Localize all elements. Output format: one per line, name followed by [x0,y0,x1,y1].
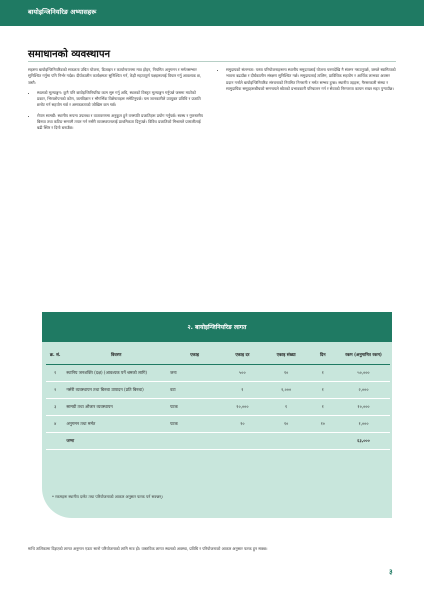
column-header: रकम (अनुमानित रकम) [337,346,390,365]
table-cell: १० [221,416,264,433]
column-header: एकाइ संख्या [264,346,309,365]
intro-paragraph: सहरमा बायोइन्जिनियरिङको सफलता उचित योजना, डिजाइन र कार्यान्वयनमा मात्र होइन, नियमित अनुगमन र मर्मतसम्भार सुनिश्चित गर्नुमा पनि निर्भर गर्दछ। दीर्घकालीन कार्यक्षमता सुनिश्चित गर्न, केही महत्वपूर्ण पक्षहरूलाई विचार गर्नु आवश्यक छ, जस्तै: [28,67,202,85]
total-value: ६३,००० [337,433,390,450]
table-cell [309,433,337,450]
table-cell: पटक [168,399,221,416]
table-cell [221,433,264,450]
right-column [218,67,396,96]
header-bar [0,0,424,26]
table-cell: ५०० [221,365,264,382]
section-title: समाधानको व्यवस्थापन [28,49,111,60]
table-cell: २,००० [264,382,309,399]
table-cell [168,433,221,450]
table-cell: सामग्री तथा औजार व्यवस्थापन [64,399,168,416]
table-cell: १० [264,365,309,382]
table-cell: १ [264,399,309,416]
cost-table-title: २. बायोइन्जिनियरिङ लागत [187,324,247,331]
table-cell [264,433,309,450]
section-divider [28,61,396,62]
header-label: बायोइन्जिनियरिङ अभ्यासहरू [28,8,97,16]
table-header-row [46,346,390,365]
table-cell: १०,००० [221,399,264,416]
table-cell: पटक [168,416,221,433]
column-header: एकाइ [168,346,221,365]
table-cell: १ [309,382,337,399]
table-row [46,382,390,399]
table-cell: स्थानिय जनशक्ति (दक्ष) (आवश्यक पर्ने श्रमको लागि) [64,365,168,382]
table-cell: १ [221,382,264,399]
cost-table [46,346,390,450]
table-cell: वटा [168,382,221,399]
page-number: ३ [389,568,393,576]
table-cell: १० [309,416,337,433]
table-row [46,416,390,433]
list-item: • रोपण सामग्री: स्थानीय रूपमा उपलब्ध र वातावरणमा अनुकूल हुने वनस्पति प्रजातिहरू प्रयोग गर्नुपर्छ। स्वस्थ र गुणस्तरीय बिरुवा तथा कटिङ समयमै तयार गर्न नर्सरी व्यवस्थापनलाई प्राथमिकता दिनुपर्छ। विविध प्रजातिको मिश्रणले प्रणालीलाई बढी स्थिर र दिगो बनाउँछ। [37,113,206,132]
table-cell: १ [309,399,337,416]
table-cell: १ [309,365,337,382]
total-label: जम्मा [64,433,168,450]
left-bullet-list [28,90,206,132]
table-cell: १ [46,365,64,382]
table-row [46,365,390,382]
bottom-note: माथि तालिकामा दिइएको लागत अनुमान एउटा सानो परियोजनाको लागि मात्र हो। वास्तविक लागत स्थलको अवस्था, प्रविधि र परियोजनाको आकार अनुसार फरक हुन सक्छ। [28,546,268,551]
table-cell: १,००० [337,416,390,433]
column-header: विवरण [64,346,168,365]
list-item: • स्थलको मूल्याङ्कन: कुनै पनि बायोइन्जिनियरिङ काम सुरु गर्नु अघि, स्थलको विस्तृत मूल्याङ्कन गर्नुपर्छ जसमा माटोको प्रकार, भिरालोपनको कोण, जलविज्ञान र भौगर्भिक विशेषताहरू समेटिनुपर्छ। यस जानकारीले उपयुक्त प्रविधि र प्रजाति छनोट गर्न सहयोग गर्छ र असफलताको जोखिम कम गर्छ। [37,90,206,109]
table-cell [46,433,64,450]
table-cell: १०,००० [337,399,390,416]
table-cell: ३ [46,399,64,416]
table-cell: १० [264,416,309,433]
table-row [46,399,390,416]
table-cell: नर्सरी व्यवस्थापन तथा बिरुवा उत्पादन (प्रति बिरुवा) [64,382,168,399]
table-cell: ५०,००० [337,365,390,382]
column-header: क्र. सं. [46,346,64,365]
right-bullet-list [218,67,396,92]
table-cell: जना [168,365,221,382]
table-footnote: * रकमहरू स्थानीय दररेट तथा परियोजनाको आकार अनुसार फरक पर्न सक्छन्। [52,494,163,499]
table-cell: २,००० [337,382,390,399]
table-cell: अनुगमन तथा मर्मत [64,416,168,433]
left-column [28,67,206,136]
list-item: • समुदायको संलग्नता: यस्ता परियोजनाहरूमा स्थानीय समुदायलाई योजना चरणदेखि नै संलग्न गराउनुपर्छ, जसले स्वामित्वको भावना बढाउँछ र दीर्घकालीन संरक्षण सुनिश्चित गर्छ। समुदायलाई तालिम, प्राविधिक सहयोग र आर्थिक लाभका अवसर प्रदान गर्नाले बायोइन्जिनियरिङ संरचनाको नियमित निगरानी र मर्मत सम्भव हुन्छ। स्थानीय तहहरू, गैरसरकारी संस्था र सामुदायिक समूहहरूबीचको समन्वयले स्रोतको प्रभावकारी परिचालन गर्न र सेवाको निरन्तरता कायम राख्न मद्दत पुर्‍याउँछ। [226,67,396,92]
table-cell: ४ [46,416,64,433]
table-cell: २ [46,382,64,399]
column-header: एकाइ दर [221,346,264,365]
column-header: दिन [309,346,337,365]
total-row [46,433,390,450]
